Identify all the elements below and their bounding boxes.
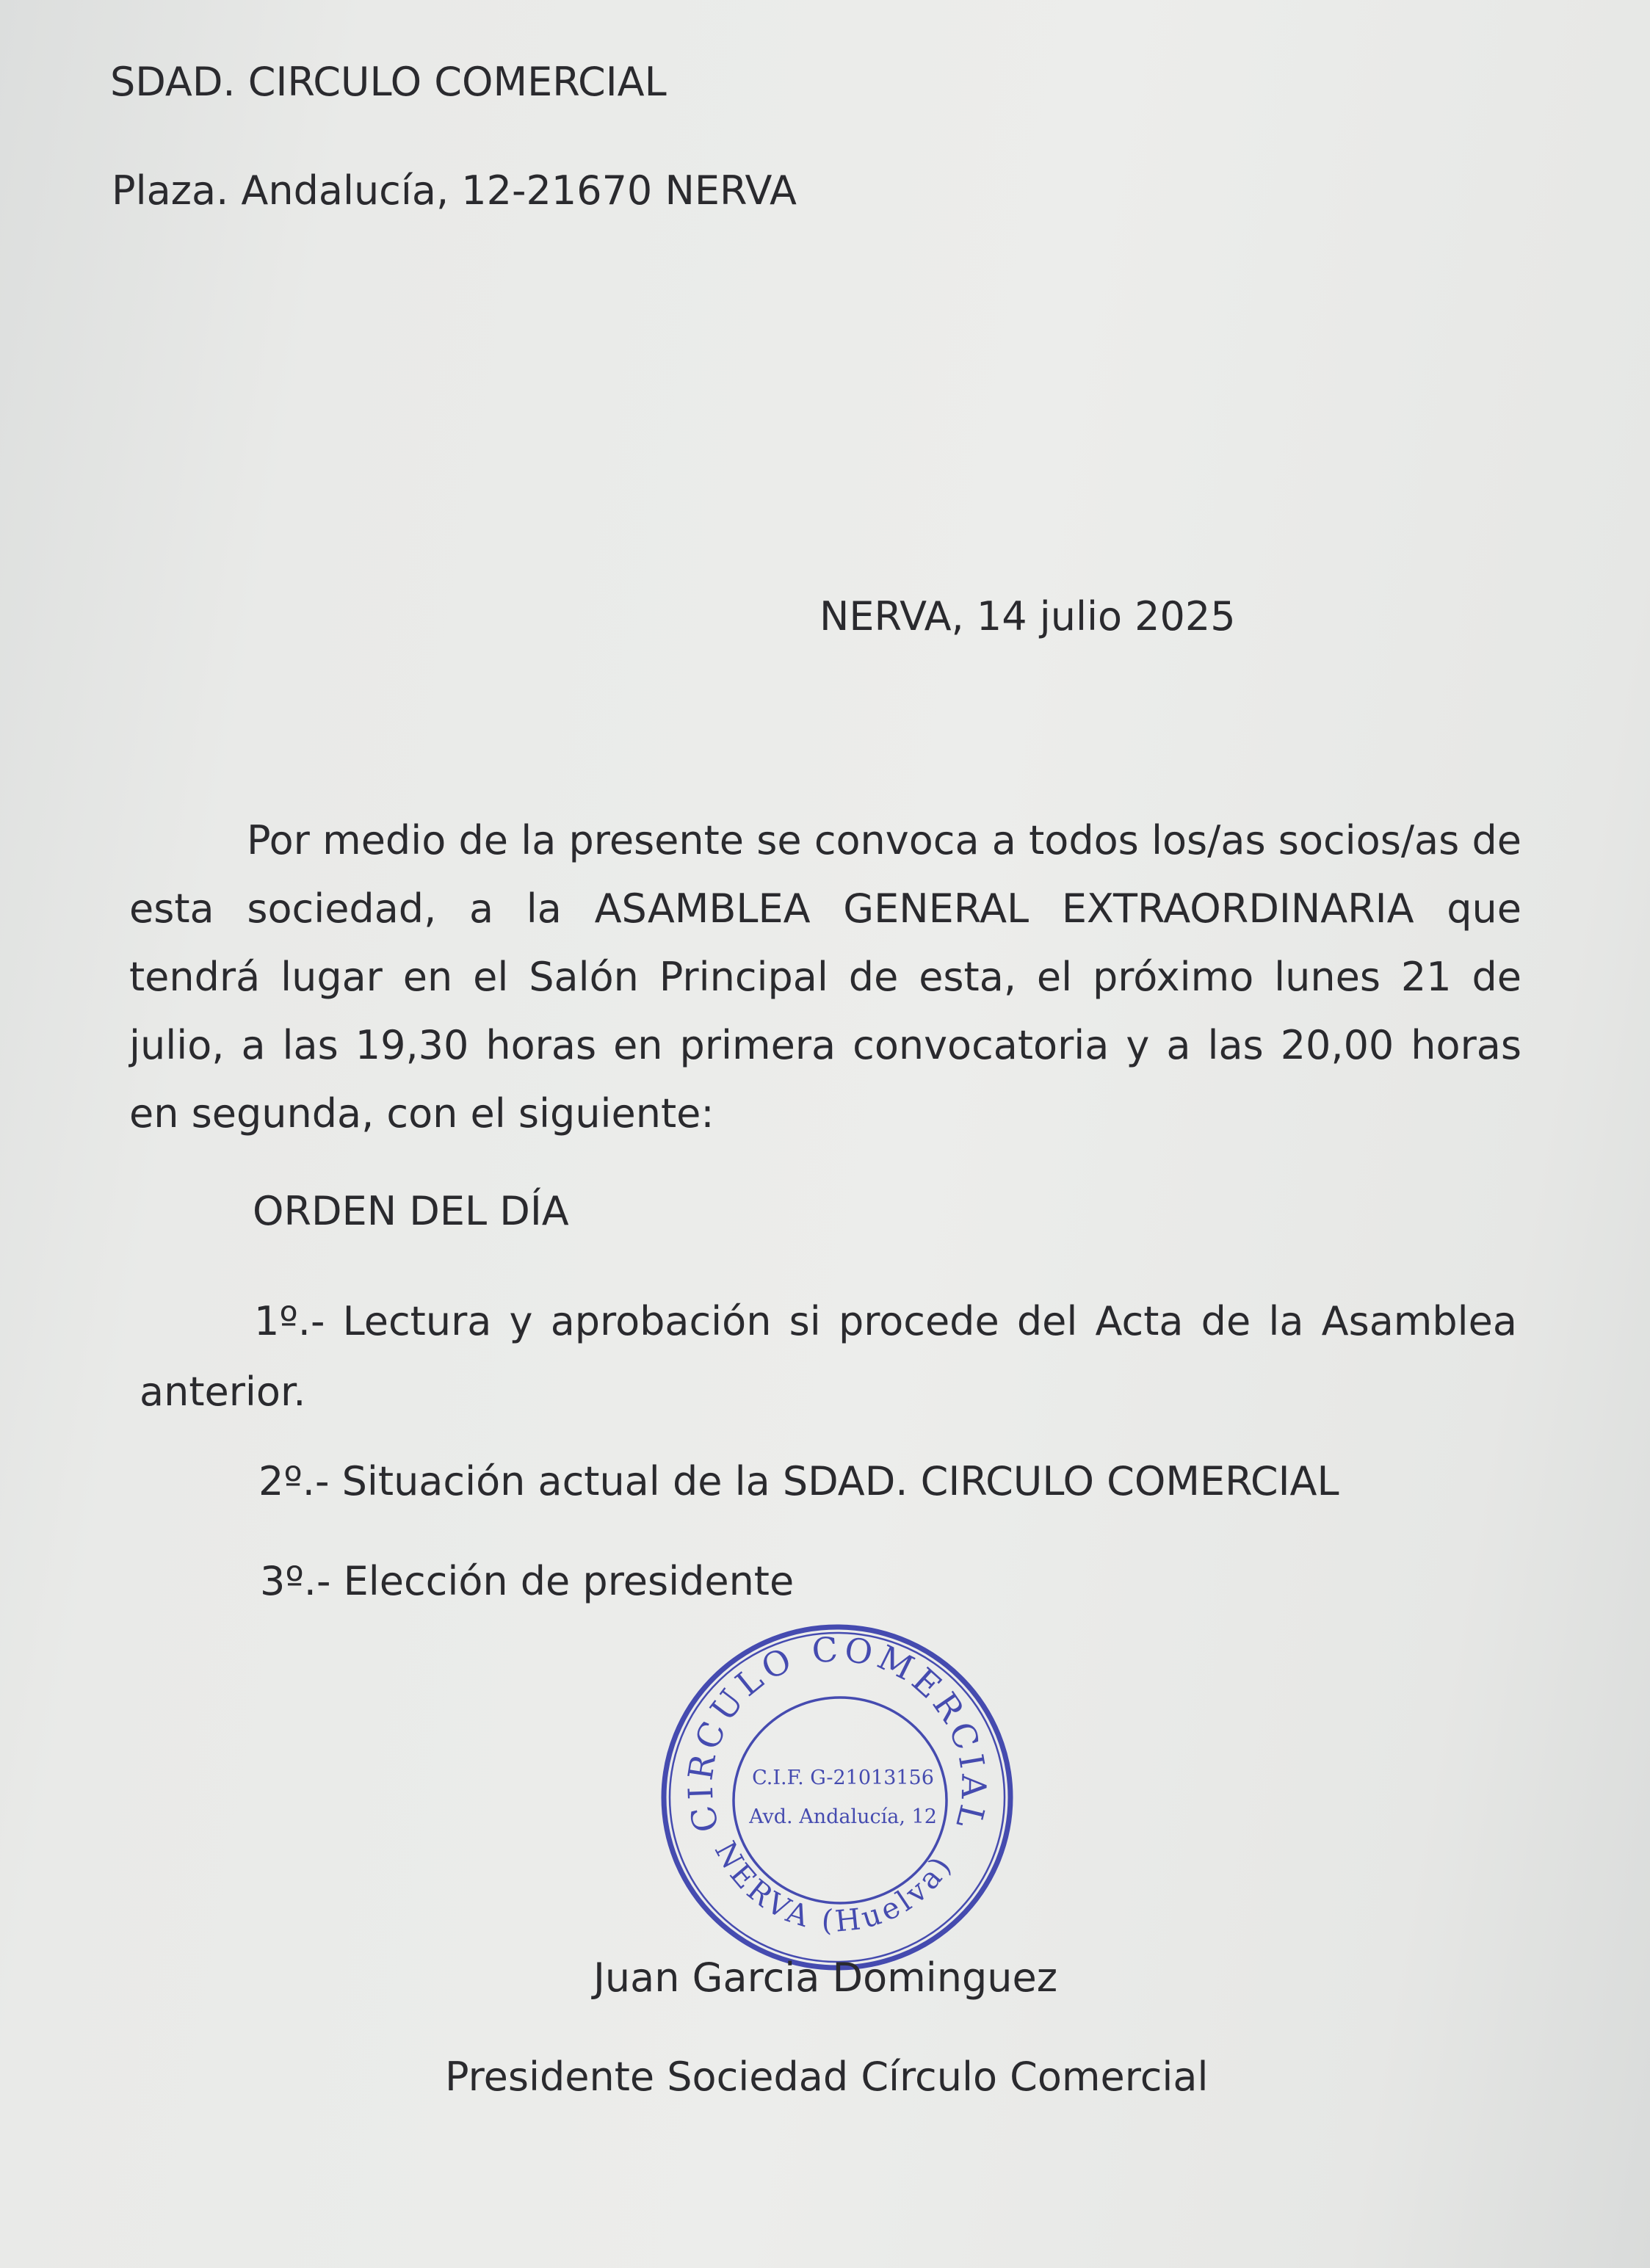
seal-top-text: CIRCULO COMERCIAL: [680, 1628, 994, 1837]
seal-cif: C.I.F. G-21013156: [752, 1767, 934, 1789]
place-and-date: NERVA, 14 julio 2025: [819, 593, 1236, 640]
agenda-title: ORDEN DEL DÍA: [253, 1188, 569, 1234]
signer-name: Juan Garcia Dominguez: [593, 1954, 1058, 2001]
organization-name: SDAD. CIRCULO COMERCIAL: [110, 59, 667, 105]
organization-address: Plaza. Andalucía, 12-21670 NERVA: [112, 167, 797, 214]
agenda-item-2: 2º.- Situación actual de la SDAD. CIRCULO COMERCIAL: [258, 1458, 1339, 1504]
convocation-paragraph: Por medio de la presente se convoca a todos los/as socios/as de esta sociedad, a la ASAMBLEA GENERAL EXTRAORDINARIA que tendrá lugar en el Salón Principal de esta, el próximo lunes 21 de julio, a las 19,30 horas en primera convocatoria y a las 20,00 horas en segunda, con el siguiente:: [129, 817, 1521, 1137]
signer-role: Presidente Sociedad Círculo Comercial: [445, 2054, 1209, 2100]
svg-text:NERVA (Huelva): [708, 1836, 960, 1939]
seal-bottom-text: NERVA (Huelva): [707, 1836, 960, 1939]
circulo-comercial-seal: [646, 1608, 1028, 1982]
seal-address: Avd. Andalucía, 12: [749, 1805, 937, 1828]
agenda-item-3: 3º.- Elección de presidente: [260, 1558, 795, 1604]
agenda-item-1: 1º.- Lectura y aprobación si procede del Acta de la Asamblea anterior.: [140, 1298, 1517, 1415]
